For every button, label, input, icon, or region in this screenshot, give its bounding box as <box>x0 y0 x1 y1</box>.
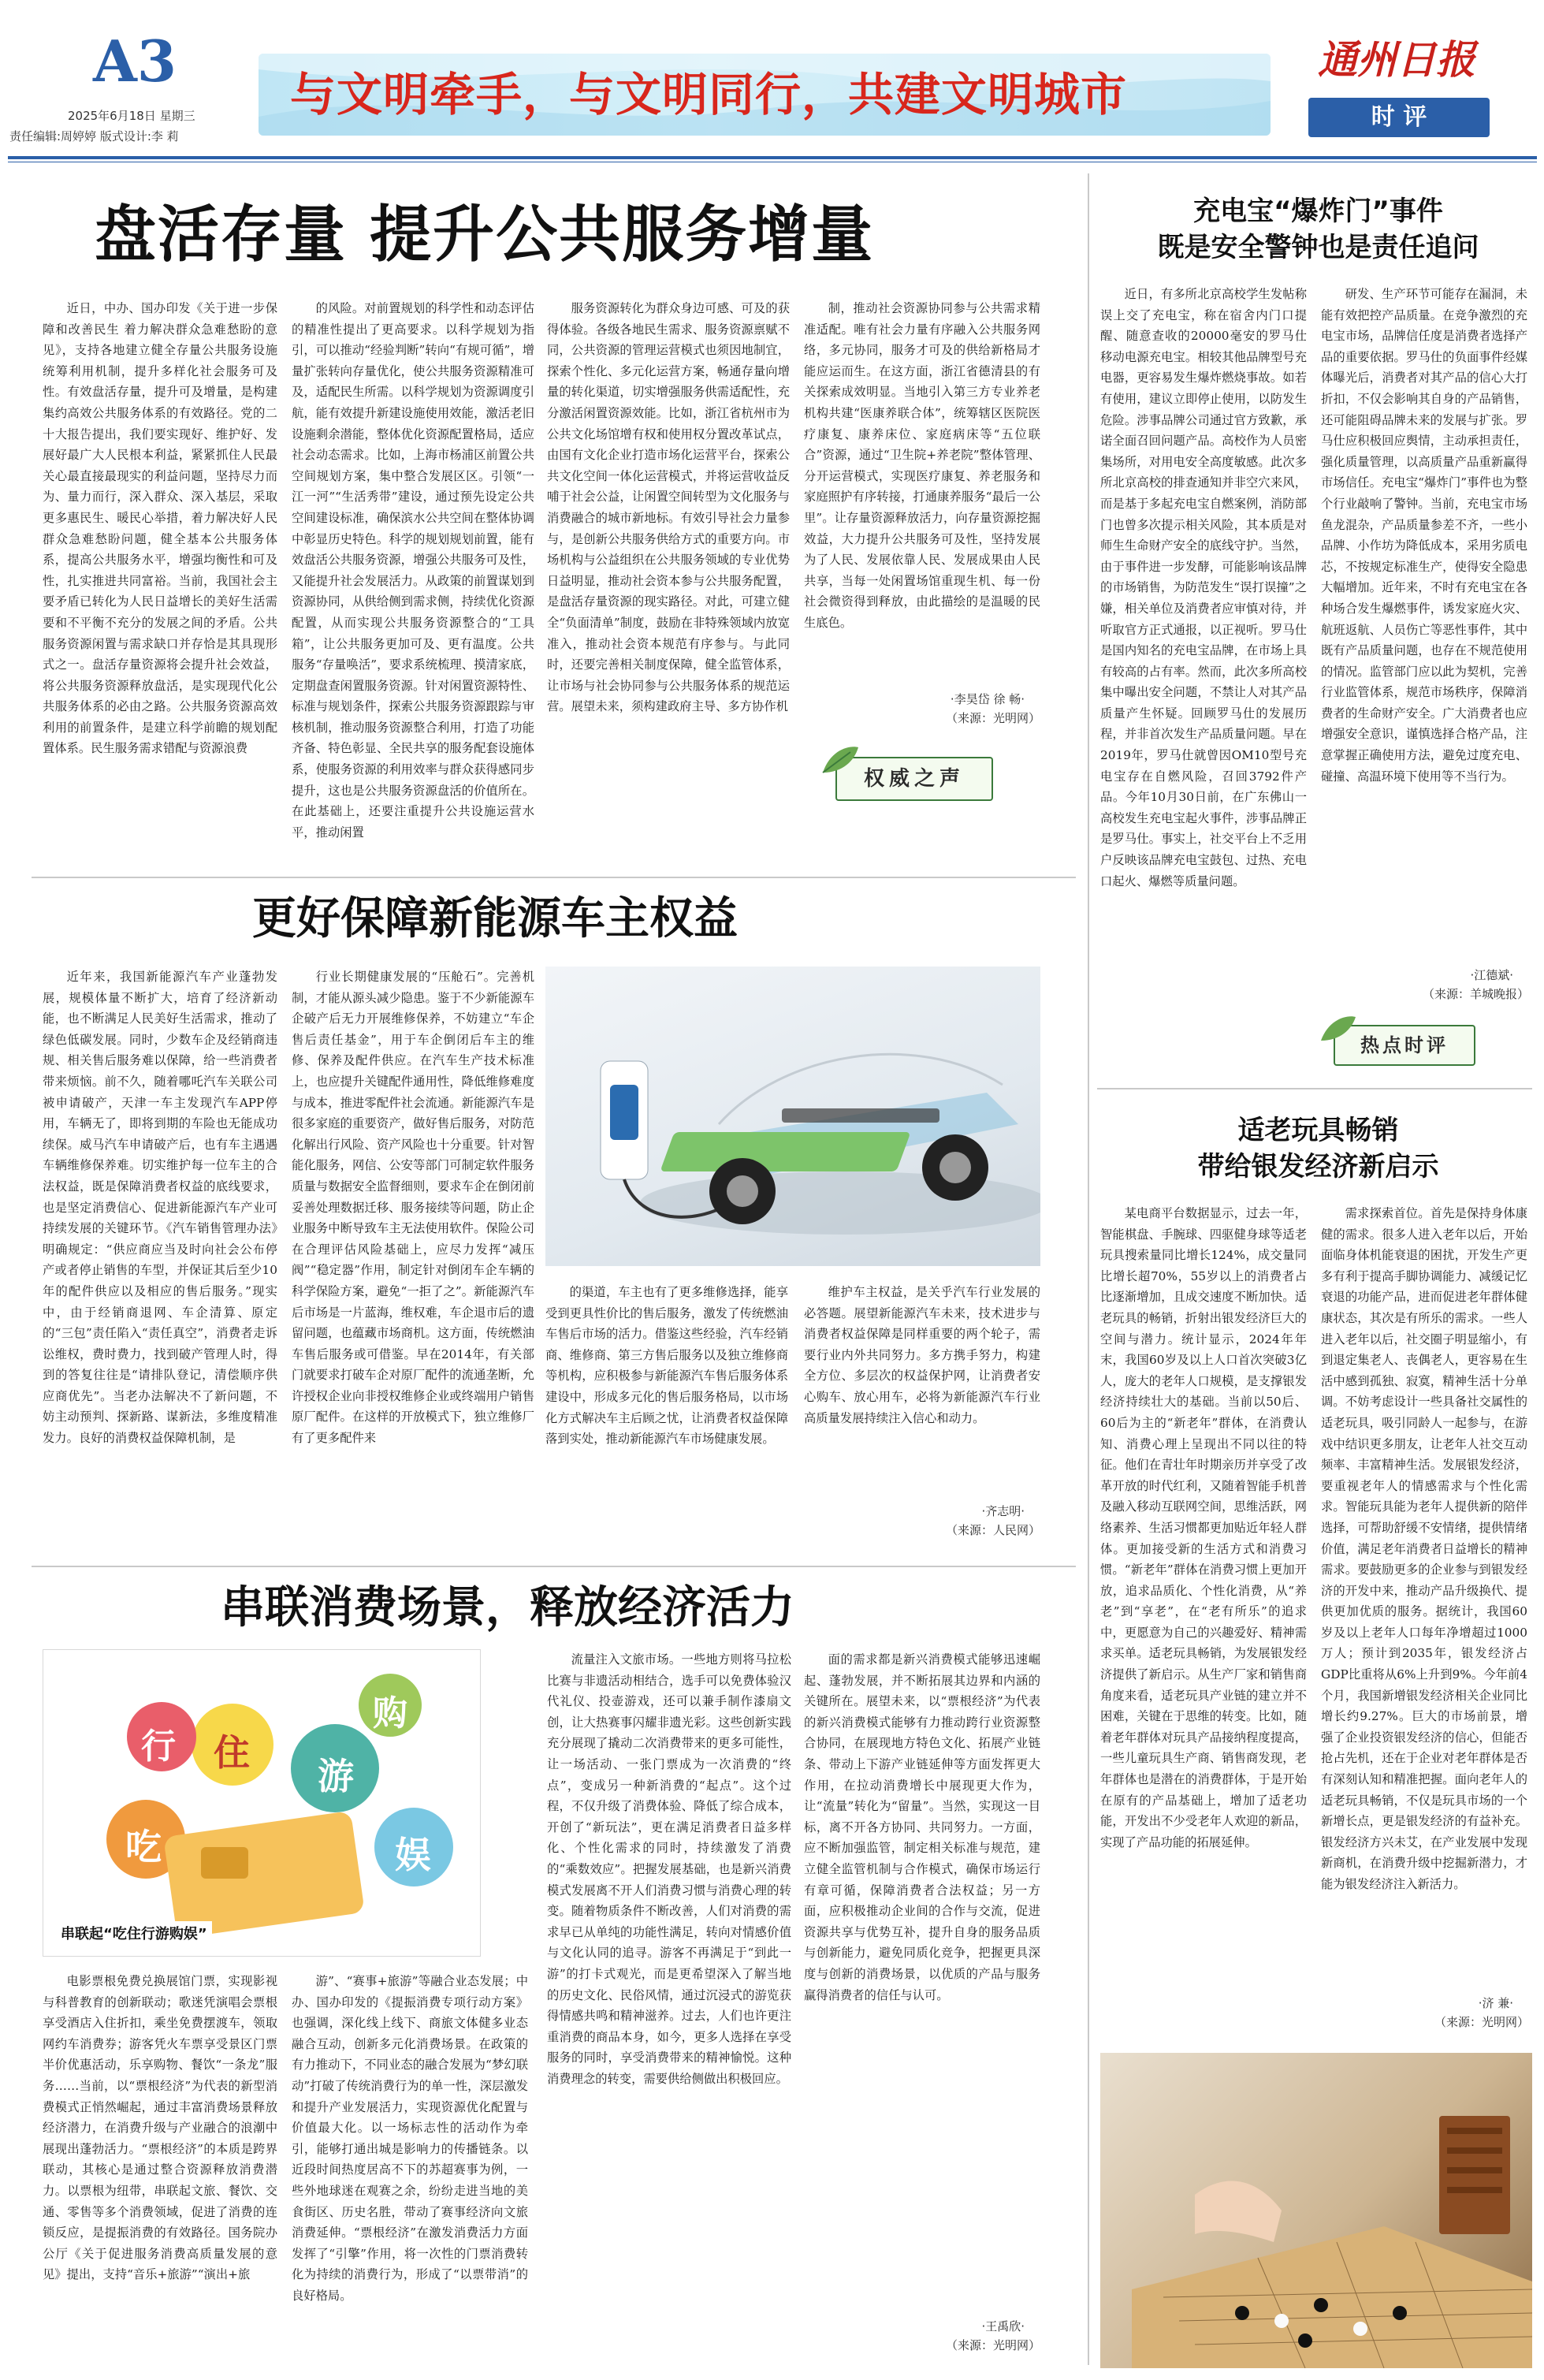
article4-source: （来源：羊城晚报） <box>1422 987 1529 1001</box>
char-yu: 娱 <box>395 1834 431 1876</box>
char-zhu: 住 <box>214 1731 250 1774</box>
article3-col3: 流量注入文旅市场。一些地方则将马拉松比赛与非遗活动相结合，选手可以免费体验汉代礼仪、投壶游戏，还可以兼手制作漆扇文创，让大热赛事闪耀非遗光彩。这些创新实践充分展现了撬动二次消费带来的更多可能性，让一场活动、一张门票成为一次消费的“终点”，变成另一种新消费的“起点”。这个过程，不仅升级了消费体验、降低了综合成本，开创了“新玩法”，更在满足消费者日益多样化、个性化需求的同时，持续激发了消费的“乘数效应”。把握发展基础，也是新兴消费模式发展离不开人们消费习惯与消费心理的转变。随着物质条件不断改善，人们对消费的需求早已从单纯的功能性满足，转向对情感价值与文化认同的追寻。游客不再满足于“到此一游”的打卡式观光，而是更希望深入了解当地的历史文化、民俗风情，通过沉浸式的游览获得情感共鸣和精神滋养。过去，人们也许更注重消费的商品本身，如今，更多人选择在享受服务的同时，享受消费带来的精神愉悦。这种消费理念的转变，需要供给侧做出积极回应。 <box>547 1652 791 2086</box>
article4-title-line2: 既是安全警钟也是责任追问 <box>1157 232 1479 263</box>
char-xing: 行 <box>141 1726 176 1767</box>
illustration-caption: 串联起“吃住行游购娱” <box>56 1921 212 1945</box>
article5-title-line2: 带给银发经济新启示 <box>1197 1151 1439 1183</box>
consumption-illustration <box>43 1649 481 1957</box>
header-rule <box>8 156 1537 159</box>
article1-divider <box>32 877 1076 878</box>
article4-col1: 近日，有多所北京高校学生发帖称误上交了充电宝，称在宿舍内门口提醒、随意查收的20000毫安的罗马仕移动电源充电宝。相较其他品牌型号充电器，更容易发生爆炸燃烧事故。如若有使用，建议立即停止使用，以防发生危险。涉事品牌公司通过官方致歉，承诺全面召回问题产品。高校作为人员密集场所，对用电安全高度敏感。此次多所北京高校的排查通知并非空穴来风，而是基于多起充电宝自燃案例，消防部门也曾多次提示相关风险，其本质是对师生生命财产安全的底线守护。当然，由于事件进一步发酵，可能影响该品牌的市场销售，为防范发生“误打误撞”之嫌，相关单位及消费者应审慎对待，并听取官方正式通报，以正视听。罗马仕是国内知名的充电宝品牌，在市场上具有较高的占有率。然而，此次多所高校集中曝出安全问题，不禁让人对其产品质量产生怀疑。回顾罗马仕的发展历程，并非首次发生产品质量问题。早在2019年，罗马仕就曾因OM10型号充电宝存在自燃风险，召回3792件产品。今年10月30日前，在广东佛山一高校发生充电宝起火事件，涉事品牌正是罗马仕。事实上，社交平台上不乏用户反映该品牌充电宝鼓包、过热、充电口起火、爆燃等质量问题。 <box>1100 287 1307 888</box>
go-game-photo <box>1100 2053 1532 2368</box>
article2-col4: 维护车主权益，是关乎汽车行业发展的必答题。展望新能源汽车未来，技术进步与消费者权益保障是同样重要的两个轮子，需要行业内外共同努力。多方携手努力，构建全方位、多层次的权益保护网，让消费者安心购车、放心用车，必将为新能源汽车行业高质量发展持续注入信心和动力。 <box>804 1285 1040 1425</box>
section-tab <box>1308 98 1490 137</box>
char-gou: 购 <box>373 1693 407 1734</box>
article5-col2: 需求探索首位。首先是保持身体康健的需求。很多人进入老年以后，开始面临身体机能衰退的困扰，开发生产更多有利于提高手脚协调能力、减缓记忆衰退的功能产品，进而促进老年群体健康状态，其次是有所乐的需求。一些人进入老年以后，社交圈子明显缩小，有到退定集老人、丧偶老人，更容易在生活中感到孤独、寂寞，精神生活十分单调。不妨考虑设计一些具备社交属性的适老玩具，吸引同龄人一起参与，在游戏中结识更多朋友，让老年人社交互动频率、丰富精神生活。发展银发经济，要重视老年人的情感需求与个性化需求。智能玩具能为老年人提供新的陪伴选择，可帮助舒缓不安情绪，提供情绪价值，满足老年消费者日益增长的精神需求。要鼓励更多的企业参与到银发经济的开发中来，推动产品升级换代、提供更加优质的服务。据统计，我国60岁及以上老年人口每年净增超过1000万人；预计到2035年，银发经济占GDP比重将从6%上升到9%。今年前4个月，我国新增银发经济相关企业同比增长约9.27%。巨大的市场前景，增强了企业投资银发经济的信心，但能否抢占先机，还在于企业对老年群体是否有深刻认知和精准把握。面向老年人的适老玩具畅销，不仅是玩具市场的一个新增长点，更是银发经济的有益补充。银发经济方兴未艾，在产业发展中发现新商机，在消费升级中挖掘新潜力，才能为银发经济注入新活力。 <box>1321 1206 1527 1891</box>
banner-slogan: 与文明牵手，与文明同行，共建文明城市 <box>290 68 1128 121</box>
article4-title-line1: 充电宝“爆炸门”事件 <box>1193 196 1443 227</box>
article2-divider <box>32 1566 1076 1567</box>
article3-byline: ·王禹欣· <box>981 2319 1025 2333</box>
article4-divider <box>1097 1088 1532 1089</box>
article2-col2: 行业长期健康发展的“压舱石”。完善机制，才能从源头减少隐患。鉴于不少新能源车企破产后无力开展维修保养，不妨建立“车企售后责任基金”，用于车企倒闭后车主的维修、保养及配件供应。在汽车生产技术标准上，也应提升关键配件通用性，降低维修难度与成本，推进零配件社会流通。新能源汽车是很多家庭的重要资产，做好售后服务，对防范化解出行风险、资产风险也十分重要。针对智能化服务，网信、公安等部门可制定软件服务质量与数据安全监督细则，要求车企在倒闭前妥善处理数据迁移、服务接续等问题，防止企业服务中断导致车主无法使用软件。保险公司在合理评估风险基础上，应尽力发挥“减压阀”“稳定器”作用，制定针对倒闭车企车辆的科学保险方案，避免“一拒了之”。新能源汽车后市场是一片蓝海，维权难，车企退市后的遗留问题，也蕴藏市场商机。这方面，传统燃油车售后服务或可借鉴。早在2014年，有关部门就要求打破车企对原厂配件的流通垄断，允许授权企业向非授权维修企业或终端用户销售原厂配件。在这样的开放模式下，独立维修厂有了更多配件来 <box>292 970 534 1446</box>
article2-source: （来源：人民网） <box>945 1523 1040 1537</box>
article2-byline: ·齐志明· <box>981 1504 1025 1518</box>
stamp-authority <box>835 757 993 801</box>
char-you: 游 <box>318 1755 354 1797</box>
article2-col1: 近年来，我国新能源汽车产业蓬勃发展，规模体量不断扩大，培育了经济新动能，也不断满足人民美好生活需求，推动了绿色低碳发展。同时，少数车企及经销商违规、相关售后服务难以保障，给一些消费者带来烦恼。前不久，随着哪吒汽车关联公司被申请破产，天津一车主发现汽车APP停用，车辆无了，即将到期的车险也无能成功续保。威马汽车申请破产后，也有车主遇遇车辆维修保养难。切实维护每一位车主的合法权益，既是保障消费者权益的底线要求，也是坚定消费信心、促进新能源汽车产业可持续发展的关键环节。《汽车销售管理办法》明确规定：“供应商应当及时向社会公布停产或者停止销售的车型，并保证其后至少10年的配件供应以及相应的售后服务。”现实中，由于经销商退网、车企清算、原定的“三包”责任陷入“责任真空”，消费者走诉讼维权，费时费力，找到破产管理人时，得到的答复往往是“请排队登记，清偿顺序供应商优先”。当老办法解决不了新问题，不妨主动预判、探新路、谋新法，多维度精准发力。良好的消费权益保障机制，是 <box>43 970 277 1446</box>
article5-title-line1: 适老玩具畅销 <box>1237 1115 1399 1146</box>
article1-col3: 服务资源转化为群众身边可感、可及的获得体验。各级各地民生需求、服务资源禀赋不同，公共资源的管理运营模式也须因地制宜，探索个性化、多元化运营方案，畅通存量向增量的转化渠道，切实增强服务供需适配性，充分激活闲置资源效能。比如，浙江省杭州市为公共文化场馆增有权和使用权分置改革试点，由国有文化企业打造市场化运营平台，探索公共文化空间一体化运营模式，并将运营收益反哺于社会公益，让闲置空间转型为文化服务与消费融合的城市新地标。有效引导社会力量参与，是创新公共服务供给方式的重要方向。市场机构与公益组织在公共服务领域的专业优势日益明显，推动社会资本参与公共服务配置，是盘活存量资源的现实路径。对此，可建立健全“负面清单”制度，鼓励在非特殊领域内放宽准入，推动社会资本规范有序参与。与此同时，还要完善相关制度保障，健全监管体系，让市场与社会协同参与公共服务体系的规范运营。展望未来，须构建政府主导、多方协作机 <box>547 301 790 714</box>
article3-col2: 游”、“赛事+旅游”等融合业态发展；中办、国办印发的《提振消费专项行动方案》也强调，深化线上线下、商旅文体健多业态融合互动，创新多元化消费场景。在政策的有力推动下，不同业态的融合发展为“梦幻联动”打破了传统消费行为的单一性，深层激发和提升产业发展活力，实现资源优化配置与价值最大化。以一场标志性的活动作为牵引，能够打通出城是影响力的传播链条。以近段时间热度居高不下的苏超赛事为例，一些外地球迷在观赛之余，纷纷走进当地的美食街区、历史名胜，带动了赛事经济向文旅消费延伸。“票根经济”在激发消费活力方面发挥了“引擎”作用，将一次性的门票消费转化为持续的消费行为，形成了“以票带消”的良好格局。 <box>292 1974 528 2303</box>
leaf-icon <box>815 741 862 780</box>
article1-col1: 近日，中办、国办印发《关于进一步保障和改善民生 着力解决群众急难愁盼的意见》，支持各地建立健全存量公共服务设施统筹利用机制，提升多样化社会服务可及性。有效盘活存量，提升可及增量，是构建集约高效公共服务体系的有效路径。党的二十大报告提出，我们要实现好、维护好、发展好最广大人民根本利益，紧紧抓住人民最关心最直接最现实的利益问题，坚持尽力而为、量力而行，深入群众、深入基层，采取更多惠民生、暖民心举措，着力解决好人民群众急难愁盼问题，健全基本公共服务体系，提高公共服务水平，增强均衡性和可及性，扎实推进共同富裕。当前，我国社会主要矛盾已转化为人民日益增长的美好生活需要和不平衡不充分的发展之间的矛盾。公共服务资源闲置与需求缺口并存恰是其具现形式之一。盘活存量资源将会提升社会效益，将公共服务资源释放盘活，是实现现代化公共服务体系的必由之路。公共服务资源高效利用的前置条件，是建立科学前瞻的规划配置体系。民生服务需求错配与资源浪费 <box>43 301 277 756</box>
ev-charging-image <box>545 967 1040 1266</box>
article1-col4: 制，推动社会资源协同参与公共需求精准适配。唯有社会力量有序融入公共服务网络，多元协同，服务才可及的供给新格局才能应运而生。在这方面，浙江省德清县的有关探索成效明显。当地引入第三方专业养老机构共建“医康养联合体”，统筹辖区医院医疗康复、康养床位、家庭病床等“五位联合”资源，通过“卫生院+养老院”整体管理、分开运营模式，实现医疗康复、养老服务和家庭照护有序转接，打通康养服务“最后一公里”。让存量资源释放活力，向存量资源挖掘效益，大力提升公共服务可及性，坚持发展为了人民、发展依靠人民、发展成果由人民共享，当每一处闲置场馆重现生机、每一份社会微资得到释放，由此描绘的是温暖的民生底色。 <box>804 301 1040 630</box>
leaf-icon-2 <box>1315 1011 1359 1047</box>
stamp-hot-review-label: 热点时评 <box>1360 1034 1449 1056</box>
article3-col1: 电影票根免费兑换展馆门票，实现影视与科普教育的创新联动；歌迷凭演唱会票根享受酒店入住折扣，乘坐免费摆渡车，领取网约车消费券；游客凭火车票享受景区门票半价优惠活动，乐享购物、餐饮“一条龙”服务……当前，以“票根经济”为代表的新型消费模式正悄然崛起，通过丰富消费场景释放经济潜力，在消费升级与产业融合的浪潮中展现出蓬勃活力。“票根经济”的本质是跨界联动，其核心是通过整合资源释放消费潜力。以票根为纽带，串联起文旅、餐饮、交通、零售等多个消费领域，促进了消费的连锁反应，是提振消费的有效路径。国务院办公厅《关于促进服务消费高质量发展的意见》提出，支持“音乐+旅游”“演出+旅 <box>43 1974 277 2282</box>
bubble-shapes <box>43 1650 481 1957</box>
article5-col1: 某电商平台数据显示，过去一年，智能棋盘、手腕球、四驱健身球等适老玩具搜索量同比增长124%，成交量同比增长超70%，55岁以上的消费者占比逐渐增加，且成交速度不断加快。适老玩具的畅销，折射出银发经济巨大的空间与潜力。统计显示，2024年年末，我国60岁及以上人口首次突破3亿人，庞大的老年人口规模，是支撑银发经济持续壮大的基础。当前以50后、60后为主的“新老年”群体，在消费认知、消费心理上呈现出不同以往的特征。他们在青壮年时期亲历并享受了改革开放的时代红利，又随着智能手机普及融入移动互联网空间，思维活跃，网络素养、生活习惯都更加贴近年轻人群体。更加接受新的生活方式和消费习惯。“新老年”群体在消费习惯上更加开放，追求品质化、个性化消费，从“养老”到“享老”，在“老有所乐”的追求中，更愿意为自己的兴趣爱好、精神需求买单。适老玩具畅销，为发展银发经济提供了新启示。从生产厂家和销售商角度来看，适老玩具产业链的建立并不困难，关键在于思维的转变。比如，随着老年群体对玩具产品接纳程度提高，一些儿童玩具生产商、销售商发现，老年群体也是潜在的消费群体，于是开始在原有的产品基础上，增加了适老功能，开发出不少受老年人欢迎的新品，实现了产品功能的拓展延伸。 <box>1100 1206 1307 1849</box>
main-divider <box>1088 173 1089 2365</box>
article1-byline: ·李昊岱 徐 畅· <box>950 692 1025 706</box>
section-label: 时 评 <box>1371 103 1427 131</box>
ev-chassis-illustration <box>545 967 1040 1266</box>
article3-source: （来源：光明网） <box>945 2338 1040 2352</box>
masthead-logo: 通州日报 <box>1318 36 1475 83</box>
go-board-illustration <box>1100 2053 1532 2368</box>
article5-byline: ·济 兼· <box>1478 1996 1513 2010</box>
article4-col2: 研发、生产环节可能存在漏洞，未能有效把控产品质量。在竞争激烈的充电宝市场，品牌信任度是消费者选择产品的重要依据。罗马仕的负面事件经媒体曝光后，消费者对其产品的信心大打折扣，不仅会影响其自身的产品销售，还可能阻碍品牌未来的发展与扩张。罗马仕应积极回应舆情，主动承担责任，强化质量管理，以高质量产品重新赢得市场信任。充电宝“爆炸门”事件也为整个行业敲响了警钟。当前，充电宝市场鱼龙混杂，产品质量参差不齐，一些小品牌、小作坊为降低成本，采用劣质电芯，不按规定标准生产，使得安全隐患大幅增加。近年来，不时有充电宝在各种场合发生爆燃事件，诱发家庭火灾、航班返航、人员伤亡等恶性事件，其中既有产品质量问题，也存在不规范使用的情况。监管部门应以此为契机，完善行业监管体系，规范市场秩序，保障消费者的生命财产安全。广大消费者也应增强安全意识，谨慎选择合格产品，注意掌握正确使用方法，避免过度充电、碰撞、高温环境下使用等不当行为。 <box>1321 287 1527 784</box>
stamp-authority-label: 权威之声 <box>863 767 965 791</box>
page-code: A3 <box>93 28 177 95</box>
editor-credits: 责任编辑:周婷婷 版式设计:李 莉 <box>9 129 179 143</box>
article1-source: （来源：光明网） <box>945 711 1040 725</box>
banner <box>259 54 1271 136</box>
article3-title: 串联消费场景，释放经济活力 <box>221 1582 794 1633</box>
char-chi: 吃 <box>125 1826 162 1868</box>
issue-date: 2025年6月18日 星期三 <box>68 109 195 123</box>
article4-byline: ·江德斌· <box>1470 968 1513 982</box>
article5-source: （来源：光明网） <box>1434 2015 1529 2029</box>
article2-title: 更好保障新能源车主权益 <box>252 893 738 944</box>
article1-col2: 的风险。对前置规划的科学性和动态评估的精准性提出了更高要求。以科学规划为指引，可以推动“经验判断”转向“有规可循”，增量扩张转向存量优化，使公共服务资源精准可及，适配民生所需。以科学规划为资源调度引航，能有效提升新建设施使用效能，激活老旧设施剩余潜能，整体优化资源配置格局，适应社会动态需求。比如，上海市杨浦区前置公共空间规划方案，集中整合发展区区。引领“一江一河”“生活秀带”建设，通过预先设定公共空间建设标准，确保滨水公共空间在整体协调中彰显历史特色。科学的规划规划前置，能有效盘活公共服务资源，增强公共服务可及性，又能提升社会发展活力。从政策的前置谋划到资源协同，从供给侧到需求侧，持续优化资源配置，从而实现公共服务资源整合的“工具箱”，让公共服务更加可及、更有温度。公共服务“存量唤活”，要求系统梳理、摸清家底，定期盘查闲置服务资源。针对闲置资源特性、标准与规划条件，探索公共服务资源跟踪与审核机制，推动服务资源整合利用，打造了功能齐备、特色彰显、全民共享的服务配套设施体系，使服务资源的利用效率与群众获得感同步提升，这也是公共服务资源盘活的价值所在。在此基础上，还要注重提升公共设施运营水平，推动闲置 <box>292 301 534 840</box>
article3-col4: 面的需求都是新兴消费模式能够迅速崛起、蓬勃发展，并不断拓展其边界和内涵的关键所在。展望未来，以“票根经济”为代表的新兴消费模式能够有力推动跨行业资源整合协同，在展现地方特色文化、拓展产业链条、带动上下游产业链延伸等方面发挥更大作用，在拉动消费增长中展现更大作为，让“流量”转化为“留量”。当然，实现这一目标，离不开各方协同、共同努力。一方面，应不断加强监管，制定相关标准与规范，建立健全监管机制与合作模式，确保市场运行有章可循，保障消费者合法权益；另一方面，应积极推动企业间的合作与交流，促进资源共享与优势互补，提升自身的服务品质与创新能力，避免同质化竞争，把握更具深度与创新的消费场景，以优质的产品与服务赢得消费者的信任与认可。 <box>804 1652 1040 2002</box>
article2-col3: 的渠道，车主也有了更多维修选择，能享受到更具性价比的售后服务，激发了传统燃油车售后市场的活力。借鉴这些经验，汽车经销商、维修商、第三方售后服务以及独立维修商等机构，应积极参与新能源汽车售后服务体系建设中，形成多元化的售后服务格局，以市场化方式解决车主后顾之忧，让消费者权益保障落到实处，推动新能源汽车市场健康发展。 <box>545 1285 788 1447</box>
article1-title: 盘活存量 提升公共服务增量 <box>95 199 875 270</box>
stamp-hot-review <box>1334 1025 1475 1066</box>
